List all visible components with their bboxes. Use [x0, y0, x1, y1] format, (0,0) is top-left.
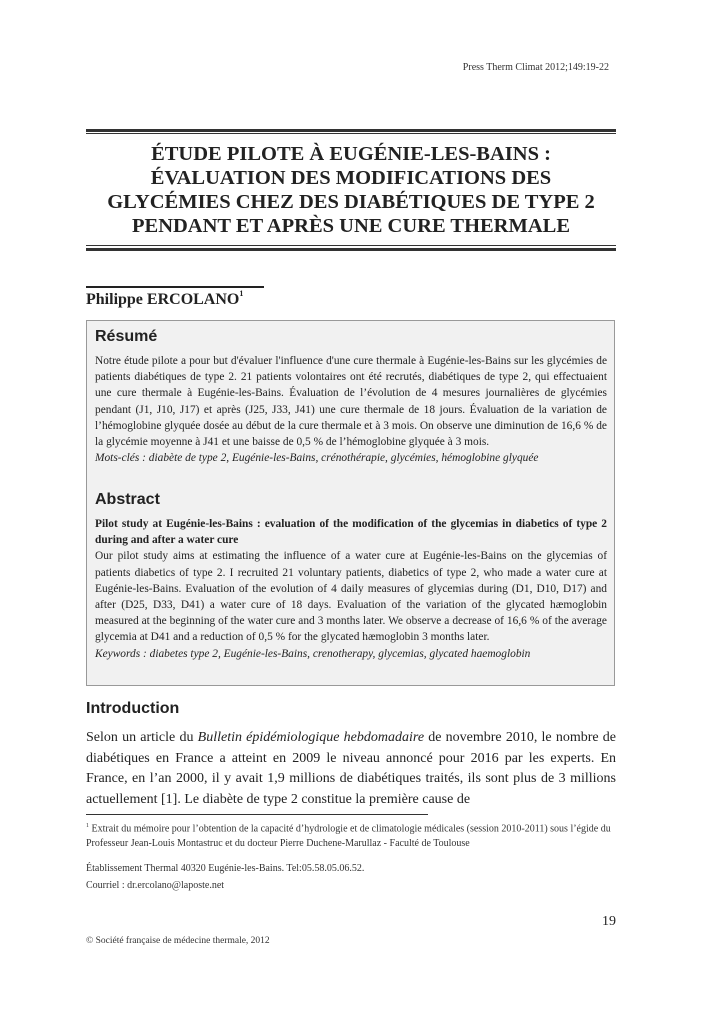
- abstract-box: [86, 320, 615, 686]
- author-rule: [86, 286, 264, 288]
- abstract-body: [95, 516, 607, 662]
- title-bottom-rule-thin: [86, 245, 616, 246]
- resume-text: Notre étude pilote a pour but d'évaluer l'influence d'une cure thermale à Eugénie-les-Bains sur les glycémies de patients diabétiques de type 2. 21 patients volontaires ont été recrutés, diabétiques de type 2, qui effectuaient une cure thermale à Eugénie-les-Bains. Évaluation de l’évolution de 4 mesures journalières de glycémies pendant (J1, J10, J17) et après (J25, J33, J41) une cure thermale de 18 jours. Évaluation de la variation de l’hémoglobine glyquée dosée au début de la cure thermale et à 3 mois. On observe une diminution de 16,6 % de la glycémie moyenne à J41 et une baisse de 0,5 % de l’hémoglobine glyquée à 3 mois.: [95, 355, 607, 449]
- intro-text-rest: de novembre 2010, le nombre de diabétiques en France a atteint en 2009 le niveau annoncé pour 2016 par les experts. En France, en l’an 2000, il y avait 1,9 millions de diabétiques traités, ils sont plus de 3 millions actuellement [1]. Le diabète de type 2 constitue la première cause de: [86, 730, 616, 807]
- footnote-email: Courriel : dr.ercolano@laposte.net: [86, 880, 225, 891]
- title-line: PENDANT ET APRÈS UNE CURE THERMALE: [132, 215, 570, 237]
- title-top-rule-thin: [86, 133, 616, 134]
- abstract-text: Our pilot study aims at estimating the influence of a water cure at Eugénie-les-Bains on the glycemias of patients diabetics of type 2. I recruited 21 voluntary patients, diabetics of type 2, who made a water cure at Eugénie-les-Bains. Evaluation of the evolution of 4 daily measures of glycemias during (D1, D10, D17) and after (D25, D33, D41) a water cure of 18 days. Evaluation of the variation of the glycated hæmoglobin measured at the beginning of the water cure and 3 months later. We observe a decrease of 16,6 % of the average glycemia at D41 and a reduction of 0,5 % for the glycated hæmoglobin 3 months later.: [95, 550, 607, 644]
- abstract-heading: Abstract: [95, 491, 160, 508]
- journal-reference: Press Therm Climat 2012;149:19-22: [462, 62, 609, 73]
- paper-title: [86, 142, 616, 238]
- footnote-1: [86, 819, 616, 851]
- abstract-subtitle: Pilot study at Eugénie-les-Bains : evaluation of the modification of the glycemias in diabetics of type 2 during and after a water cure: [95, 518, 607, 547]
- intro-journal-name: Bulletin épidémiologique hebdomadaire: [197, 730, 425, 745]
- copyright-line: © Société française de médecine thermale, 2012: [86, 936, 270, 946]
- author-name-text: Philippe ERCOLANO: [86, 291, 240, 308]
- author-note-marker: 1: [239, 289, 244, 298]
- title-bottom-rule-thick: [86, 248, 616, 251]
- introduction-paragraph: [86, 728, 616, 810]
- resume-keywords: Mots-clés : diabète de type 2, Eugénie-les-Bains, crénothérapie, glycémies, hémoglobine glyquée: [95, 452, 539, 465]
- title-top-rule-thick: [86, 129, 616, 132]
- page-number: 19: [602, 914, 616, 929]
- author-name: [86, 291, 243, 309]
- footnote-text: Extrait du mémoire pour l’obtention de la capacité d’hydrologie et de climatologie médicales (session 2010-2011) sous l’égide du Professeur Jean-Louis Montastruc et du docteur Pierre Duchene-Marullaz - Faculté de Toulouse: [86, 823, 611, 849]
- abstract-keywords: Keywords : diabetes type 2, Eugénie-les-Bains, crenotherapy, glycemias, glycated haemoglobin: [95, 647, 531, 660]
- footnote-establishment: Établissement Thermal 40320 Eugénie-les-Bains. Tel:05.58.05.06.52.: [86, 863, 365, 874]
- intro-text-start: Selon un article du: [86, 730, 198, 745]
- title-line: GLYCÉMIES CHEZ DES DIABÉTIQUES DE TYPE 2: [107, 191, 595, 213]
- title-line: ÉVALUATION DES MODIFICATIONS DES: [150, 167, 552, 189]
- resume-heading: Résumé: [95, 328, 158, 345]
- introduction-heading: Introduction: [86, 700, 180, 717]
- resume-body: [95, 353, 607, 466]
- footnote-marker: 1: [86, 823, 89, 829]
- footnote-rule: [86, 814, 428, 815]
- title-line: ÉTUDE PILOTE À EUGÉNIE-LES-BAINS :: [151, 143, 551, 165]
